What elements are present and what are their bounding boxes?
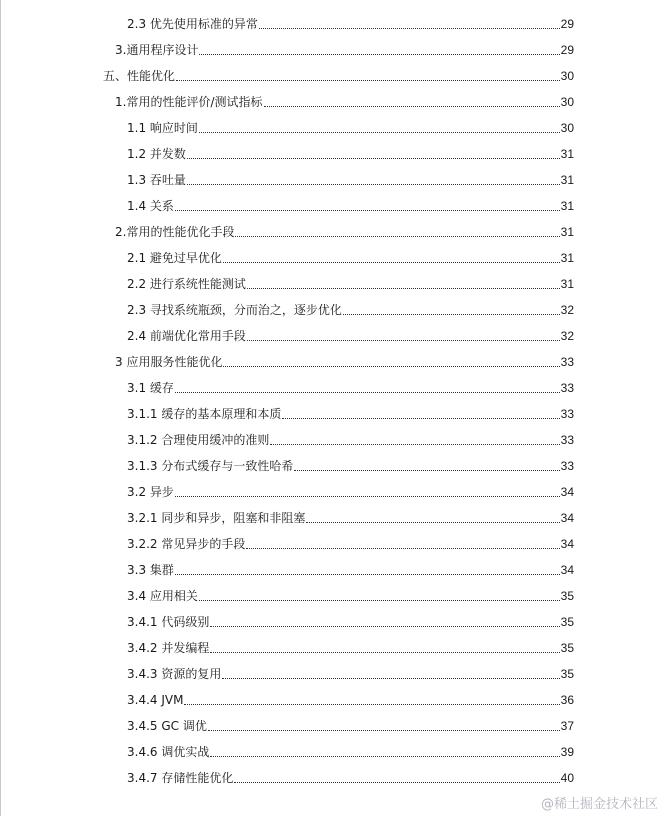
toc-entry-page: 31 [560,199,574,213]
toc-entry-label: 1.1 响应时间 [127,121,198,135]
toc-entry[interactable] [0,401,668,427]
toc-entry-label: 3.4 应用相关 [127,589,198,603]
toc-entry[interactable] [0,765,668,791]
toc-entry-page: 33 [560,407,574,421]
toc-entry-label: 3.1.2 合理使用缓冲的准则 [127,433,270,447]
toc-entry[interactable] [0,245,668,271]
toc-entry-page: 31 [560,173,574,187]
toc-entry-label: 3.4.1 代码级别 [127,615,210,629]
toc-entry-page: 34 [560,537,574,551]
toc-entry-page: 36 [560,693,574,707]
toc-dot-leader [175,495,560,497]
toc-dot-leader [247,339,560,341]
toc-entry-label: 2.3 优先使用标准的异常 [127,17,258,31]
table-of-contents [0,11,668,791]
toc-entry[interactable] [0,89,668,115]
toc-dot-leader [223,365,559,367]
toc-entry[interactable] [0,271,668,297]
toc-entry-page: 35 [560,615,574,629]
toc-entry-label: 2.3 寻找系统瓶颈，分而治之，逐步优化 [127,303,342,317]
toc-entry-page: 31 [560,147,574,161]
toc-entry-page: 33 [560,459,574,473]
toc-dot-leader [235,235,559,237]
toc-entry[interactable] [0,661,668,687]
toc-dot-leader [223,261,560,263]
toc-entry[interactable] [0,37,668,63]
toc-entry-page: 37 [560,719,574,733]
toc-dot-leader [208,729,560,731]
toc-entry-page: 32 [560,329,574,343]
toc-entry-page: 35 [560,641,574,655]
toc-entry-label: 3.4.2 并发编程 [127,641,210,655]
toc-dot-leader [306,521,559,523]
toc-dot-leader [270,443,559,445]
toc-entry[interactable] [0,739,668,765]
toc-entry-page: 33 [560,433,574,447]
toc-entry[interactable] [0,63,668,89]
toc-entry-label: 2.1 避免过早优化 [127,251,222,265]
toc-entry[interactable] [0,323,668,349]
toc-entry-page: 39 [560,745,574,759]
toc-entry-page: 29 [560,17,574,31]
toc-dot-leader [234,781,559,783]
toc-dot-leader [246,547,559,549]
toc-entry-label: 2.2 进行系统性能测试 [127,277,246,291]
toc-entry[interactable] [0,713,668,739]
toc-dot-leader [199,131,560,133]
toc-entry[interactable] [0,505,668,531]
toc-entry-label: 五、性能优化 [103,69,176,83]
toc-dot-leader [175,391,560,393]
toc-dot-leader [187,183,560,185]
toc-entry-page: 30 [560,95,574,109]
toc-entry-page: 33 [560,355,574,369]
toc-entry-label: 3.2.1 同步和异步，阻塞和非阻塞 [127,511,306,525]
toc-entry[interactable] [0,141,668,167]
toc-dot-leader [176,79,560,81]
toc-entry[interactable] [0,297,668,323]
toc-entry-page: 33 [560,381,574,395]
toc-entry[interactable] [0,687,668,713]
toc-entry-page: 30 [560,121,574,135]
toc-dot-leader [175,209,560,211]
toc-dot-leader [222,677,559,679]
toc-dot-leader [259,27,560,29]
toc-entry[interactable] [0,349,668,375]
toc-entry-page: 32 [560,303,574,317]
toc-entry-label: 3.1 缓存 [127,381,174,395]
toc-entry-label: 3.3 集群 [127,563,174,577]
toc-entry[interactable] [0,453,668,479]
toc-entry-label: 2.4 前端优化常用手段 [127,329,246,343]
toc-entry[interactable] [0,531,668,557]
toc-entry-page: 35 [560,589,574,603]
toc-entry-page: 34 [560,511,574,525]
toc-entry-page: 34 [560,563,574,577]
toc-entry-page: 31 [560,277,574,291]
toc-entry-label: 1.3 吞吐量 [127,173,186,187]
toc-dot-leader [247,287,560,289]
toc-entry[interactable] [0,479,668,505]
toc-entry-label: 1.4 关系 [127,199,174,213]
toc-dot-leader [264,105,560,107]
toc-entry-label: 3.1.3 分布式缓存与一致性哈希 [127,459,294,473]
toc-entry-page: 34 [560,485,574,499]
toc-entry-label: 3.4.3 资源的复用 [127,667,222,681]
toc-entry[interactable] [0,167,668,193]
toc-entry[interactable] [0,557,668,583]
toc-entry-page: 30 [560,69,574,83]
toc-dot-leader [199,599,560,601]
toc-entry-label: 3.2 异步 [127,485,174,499]
toc-entry-label: 3.4.6 调优实战 [127,745,210,759]
toc-entry[interactable] [0,11,668,37]
toc-dot-leader [184,703,559,705]
toc-entry[interactable] [0,609,668,635]
watermark: @稀土掘金技术社区 [540,797,658,812]
toc-entry[interactable] [0,193,668,219]
toc-entry[interactable] [0,115,668,141]
toc-entry-label: 3.通用程序设计 [115,43,199,57]
toc-entry-page: 31 [560,225,574,239]
toc-entry[interactable] [0,635,668,661]
toc-entry-label: 1.常用的性能评价/测试指标 [115,95,263,109]
toc-entry-page: 35 [560,667,574,681]
toc-entry[interactable] [0,375,668,401]
toc-entry-page: 29 [560,43,574,57]
toc-entry-label: 3.2.2 常见异步的手段 [127,537,246,551]
toc-entry-label: 1.2 并发数 [127,147,186,161]
toc-entry-label: 2.常用的性能优化手段 [115,225,235,239]
toc-entry-label: 3.4.4 JVM [127,693,184,707]
toc-dot-leader [175,573,560,575]
toc-dot-leader [210,651,559,653]
toc-dot-leader [199,53,559,55]
toc-dot-leader [210,625,559,627]
toc-entry[interactable] [0,427,668,453]
toc-dot-leader [343,313,560,315]
toc-dot-leader [187,157,560,159]
toc-dot-leader [210,755,559,757]
toc-entry-label: 3.4.5 GC 调优 [127,719,207,733]
toc-dot-leader [282,417,559,419]
toc-entry-page: 31 [560,251,574,265]
toc-entry-label: 3.4.7 存储性能优化 [127,771,234,785]
toc-dot-leader [294,469,559,471]
toc-entry-page: 40 [560,771,574,785]
toc-entry-label: 3.1.1 缓存的基本原理和本质 [127,407,282,421]
toc-entry[interactable] [0,583,668,609]
toc-entry[interactable] [0,219,668,245]
toc-entry-label: 3 应用服务性能优化 [115,355,223,369]
